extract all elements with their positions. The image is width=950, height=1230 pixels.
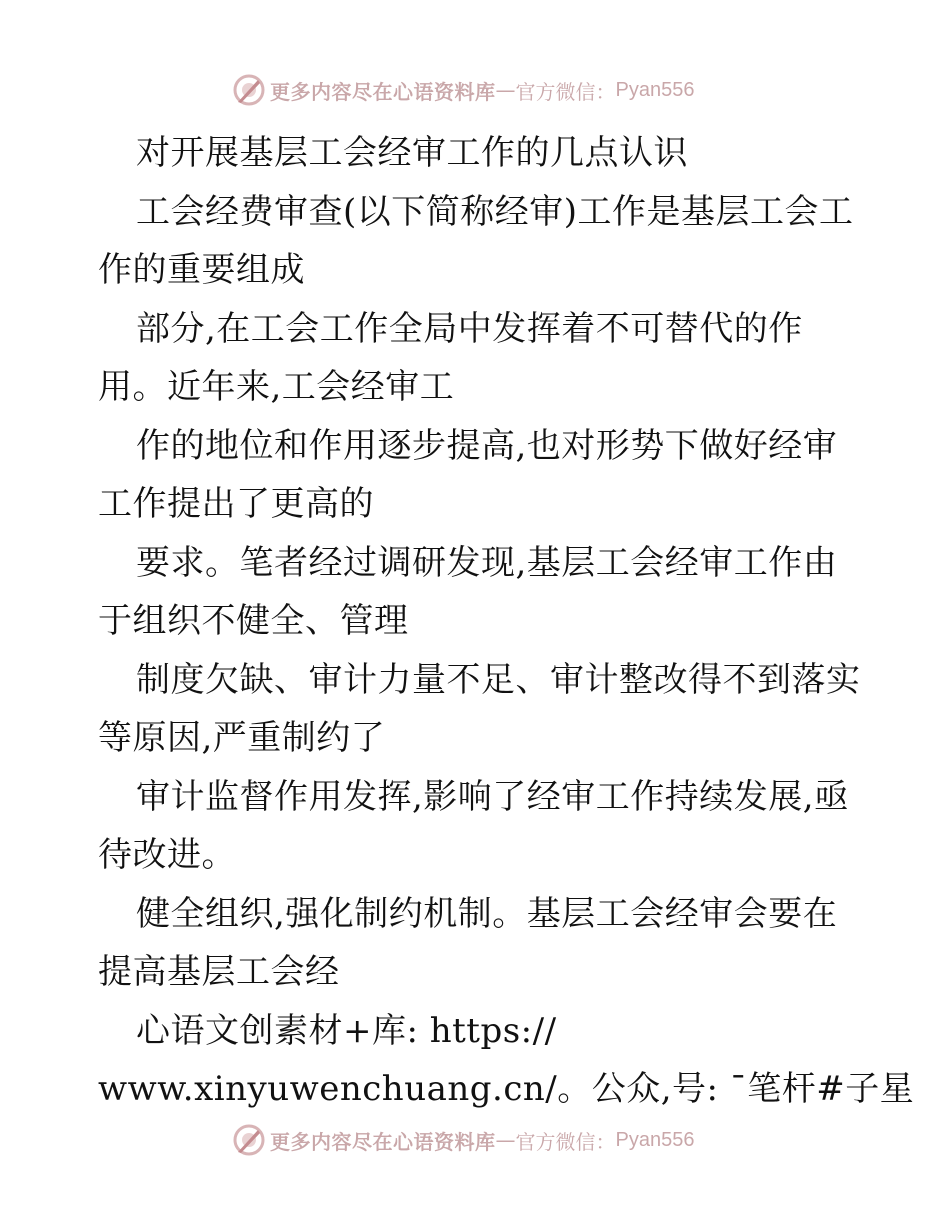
banner-dash: — <box>495 1128 516 1152</box>
banner-dash: — <box>495 78 516 102</box>
text-line: 待改进。 <box>98 835 236 875</box>
text-line: 要求。笔者经过调研发现,基层工会经审工作由 <box>136 542 838 583</box>
text-line: 工会经费审查(以下简称经审)工作是基层工会工 <box>136 191 854 232</box>
text-line: 用。近年来,工会经审工 <box>98 367 455 407</box>
header-watermark-banner <box>232 72 694 108</box>
text-line: 作的地位和作用逐步提高,也对形势下做好经审 <box>136 425 838 466</box>
quill-logo-icon <box>232 1123 266 1157</box>
official-wechat-label: 官方微信： <box>515 79 616 104</box>
document-title: 对开展基层工会经审工作的几点认识 <box>136 133 688 173</box>
text-line: 审计监督作用发挥,影响了经审工作持续发展,亟 <box>136 776 849 817</box>
text-line: 健全组织,强化制约机制。基层工会经审会要在 <box>136 893 838 934</box>
text-line: 提高基层工会经 <box>98 952 340 992</box>
wechat-id: Pyan556 <box>615 1128 695 1151</box>
text-line: 制度欠缺、审计力量不足、审计整改得不到落实 <box>136 659 861 700</box>
quill-logo-icon <box>232 73 266 107</box>
text-line: 部分,在工会工作全局中发挥着不可替代的作 <box>136 308 803 349</box>
promo-text: 更多内容尽在心语资料库 <box>270 79 496 104</box>
source-url-line: 心语文创素材+库: https:// <box>136 1010 557 1051</box>
text-line: 等原因,严重制约了 <box>98 718 386 758</box>
promo-text: 更多内容尽在心语资料库 <box>270 1129 496 1154</box>
text-line: 作的重要组成 <box>98 250 305 290</box>
text-line: 工作提出了更高的 <box>98 484 374 524</box>
official-wechat-label: 官方微信： <box>515 1129 616 1154</box>
text-line: 于组织不健全、管理 <box>98 601 409 641</box>
wechat-id: Pyan556 <box>615 78 695 101</box>
source-url-line: www.xinyuwenchuang.cn/。公众,号: ¯笔杆#子星 <box>98 1069 915 1109</box>
document-body <box>98 124 915 1119</box>
footer-watermark-banner <box>232 1122 694 1158</box>
